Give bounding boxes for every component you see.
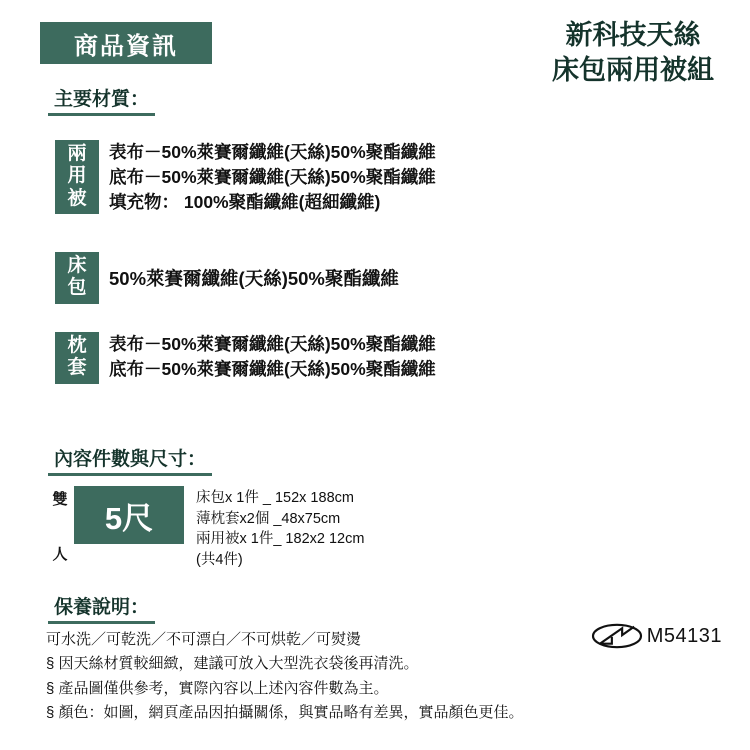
material-row-duvet: [55, 140, 436, 215]
list-item: 薄枕套x2個 _48x75cm: [196, 510, 341, 527]
material-line: 50%萊賽爾纖維(天絲)50%聚酯纖維: [109, 268, 399, 289]
bed-type-char-2: 人: [52, 546, 68, 564]
material-line: 底布－50%萊賽爾纖維(天絲)50%聚酯纖維: [109, 166, 436, 187]
material-line: 表布－50%萊賽爾纖維(天絲)50%聚酯纖維: [109, 142, 436, 162]
list-item: (共4件): [196, 551, 243, 568]
material-tag-pillowcase: 枕 套: [55, 332, 99, 384]
bsmi-commodity-inspection-icon: [591, 618, 643, 654]
material-tag-duvet: 兩 用 被: [55, 140, 99, 214]
care-note: § 顏色：如圖，網頁產品因拍攝關係，與實品略有差異，實品顏色更佳。: [46, 703, 524, 721]
care-note: § 因天絲材質較細緻，建議可放入大型洗衣袋後再清洗。: [46, 655, 419, 673]
care-note: § 產品圖僅供參考，實際內容以上述內容件數為主。: [46, 679, 389, 697]
material-lines-bedsheet: [109, 252, 399, 292]
size-badge-label: 5尺: [104, 500, 154, 536]
list-item: 兩用被x 1件_ 182x2 12cm: [196, 531, 365, 548]
product-title-line-1: 新科技天絲: [565, 20, 701, 50]
material-line: 填充物： 100%聚酯纖維(超細纖維): [109, 191, 381, 212]
material-line: 表布－50%萊賽爾纖維(天絲)50%聚酯纖維: [109, 334, 436, 354]
certification-code: M54131: [646, 624, 722, 647]
bed-type-char-1: 雙: [52, 491, 68, 508]
section-heading-contents: 內容件數與尺寸：: [48, 444, 212, 476]
bed-type-label: [50, 486, 70, 570]
size-block: [50, 486, 364, 570]
certification-mark: [591, 618, 722, 654]
product-title-line-2: 床包兩用被組: [552, 54, 714, 85]
material-lines-duvet: [109, 140, 436, 215]
material-row-pillowcase: [55, 332, 436, 384]
material-row-bedsheet: [55, 252, 399, 304]
material-lines-pillowcase: [109, 332, 436, 382]
section-heading-care: 保養說明：: [48, 592, 155, 624]
product-info-badge: [40, 22, 212, 64]
page-title: [552, 18, 714, 87]
section-heading-material: 主要材質：: [48, 84, 155, 116]
list-item: 床包x 1件 _ 152x 188cm: [196, 490, 354, 506]
care-symbols-line: 可水洗／可乾洗／不可漂白／不可烘乾／可熨燙: [46, 631, 362, 648]
size-badge: [74, 486, 184, 544]
size-item-list: [196, 486, 364, 570]
care-notes: [46, 628, 524, 725]
material-line: 底布－50%萊賽爾纖維(天絲)50%聚酯纖維: [109, 358, 436, 379]
product-info-badge-label: 商品資訊: [74, 32, 178, 60]
material-tag-bedsheet: 床 包: [55, 252, 99, 304]
